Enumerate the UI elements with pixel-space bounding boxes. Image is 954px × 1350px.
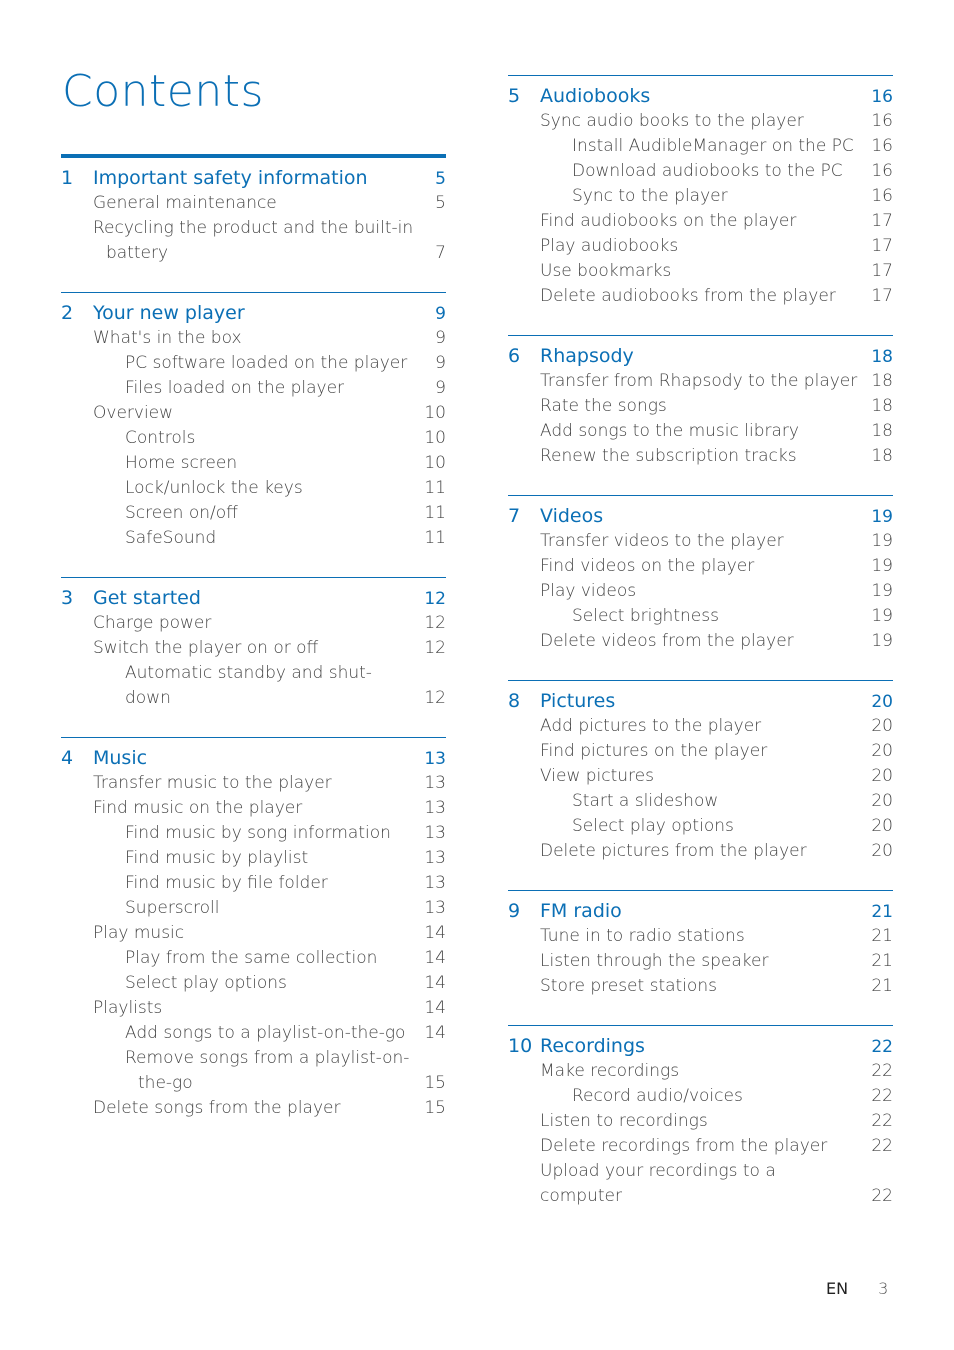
entry-page-number: 16 [871,136,893,156]
toc-entry[interactable] [508,1059,893,1084]
toc-entry[interactable] [61,501,446,526]
entry-page-number: 18 [871,421,893,441]
toc-entry[interactable] [508,134,893,159]
entry-page-number: 11 [424,528,446,548]
entry-page-number: 22 [871,1136,893,1156]
toc-entry[interactable] [61,326,446,351]
entry-label: Find audiobooks on the player [540,211,797,231]
toc-entry[interactable] [61,661,446,711]
toc-section [508,1025,893,1209]
toc-entry[interactable] [508,419,893,444]
page-footer [826,1279,888,1298]
entry-label: Play from the same collection [125,948,378,968]
toc-entry-continuation[interactable] [61,241,446,266]
entry-label: Listen to recordings [540,1111,708,1131]
section-page-number: 22 [871,1037,893,1057]
entry-label: Controls [125,428,196,448]
toc-entry[interactable] [508,284,893,309]
entry-page-number: 19 [871,606,893,626]
section-page-number: 20 [871,692,893,712]
toc-entry[interactable] [508,764,893,789]
toc-entry[interactable] [508,109,893,134]
toc-entry[interactable] [508,394,893,419]
section-title: Pictures [540,690,616,712]
entry-label: Delete recordings from the player [540,1136,828,1156]
entry-label: Find music by file folder [125,873,328,893]
entry-label: Delete songs from the player [93,1098,341,1118]
entry-label: Renew the subscription tracks [540,446,797,466]
toc-section [61,577,446,711]
section-title: FM radio [540,900,622,922]
entry-label: Switch the player on or off [93,638,319,658]
entry-page-number: 11 [424,503,446,523]
entry-label: Add songs to the music library [540,421,799,441]
entry-page-number: 11 [424,478,446,498]
toc-entry[interactable] [61,896,446,921]
toc-section [61,154,446,266]
toc-entry[interactable] [508,579,893,604]
entry-label: SafeSound [125,528,217,548]
toc-entry[interactable] [61,451,446,476]
entry-label: Transfer from Rhapsody to the player [540,371,858,391]
toc-section [508,335,893,469]
section-page-number: 16 [871,87,893,107]
toc-section [508,495,893,654]
entry-page-number: 7 [435,243,446,263]
toc-entry[interactable] [61,921,446,946]
toc-entry[interactable] [508,949,893,974]
entry-page-number: 9 [435,378,446,398]
entry-page-number: 13 [424,848,446,868]
entry-page-number: 16 [871,161,893,181]
entry-page-number: 20 [871,816,893,836]
toc-entry[interactable] [508,924,893,949]
entry-label: Start a slideshow [572,791,719,811]
section-title: Videos [540,505,604,527]
section-page-number: 9 [435,304,446,324]
entry-label: Sync to the player [572,186,728,206]
toc-entry[interactable] [61,946,446,971]
toc-entry[interactable] [508,789,893,814]
toc-entry[interactable] [61,426,446,451]
entry-label: Delete videos from the player [540,631,794,651]
toc-entry[interactable] [61,351,446,376]
entry-label: Find pictures on the player [540,741,768,761]
entry-label: Record audio/voices [572,1086,743,1106]
entry-page-number: 9 [435,328,446,348]
entry-label: Download audiobooks to the PC [572,161,843,181]
section-page-number: 13 [424,749,446,769]
entry-label: Find videos on the player [540,556,755,576]
entry-page-number: 17 [871,261,893,281]
section-title: Important safety information [93,167,368,189]
toc-section [61,292,446,551]
entry-page-number: 22 [871,1086,893,1106]
toc-entry[interactable] [61,971,446,996]
entry-label: Add songs to a playlist-on-the-go [125,1023,406,1043]
toc-entry[interactable] [61,1096,446,1121]
entry-page-number: 13 [424,773,446,793]
entry-label: Use bookmarks [540,261,672,281]
entry-page-number: 12 [424,613,446,633]
toc-entry[interactable] [508,1134,893,1159]
entry-label: Files loaded on the player [125,378,345,398]
toc-entry[interactable] [508,209,893,234]
entry-page-number: 10 [424,453,446,473]
toc-entry[interactable] [508,234,893,259]
section-heading[interactable] [508,1034,893,1059]
entry-label-continued: the-go [138,1073,193,1093]
toc-entry[interactable] [508,739,893,764]
toc-entry[interactable] [61,401,446,426]
section-number: 5 [508,85,521,107]
toc-entry[interactable] [61,846,446,871]
entry-label: Play videos [540,581,637,601]
toc-entry[interactable] [508,444,893,469]
entry-label: Overview [93,403,174,423]
entry-page-number: 20 [871,791,893,811]
toc-entry[interactable] [61,1046,446,1071]
entry-label: Automatic standby and shut-down [125,663,372,708]
entry-page-number: 20 [871,716,893,736]
entry-label: Superscroll [125,898,220,918]
entry-label: Tune in to radio stations [540,926,745,946]
entry-page-number: 15 [424,1073,446,1093]
entry-label: Install AudibleManager on the PC [572,136,854,156]
section-heading[interactable] [508,504,893,529]
section-number: 3 [61,587,74,609]
section-page-number: 12 [424,589,446,609]
entry-page-number: 21 [871,926,893,946]
entry-label: Select play options [572,816,734,836]
entry-page-number: 13 [424,873,446,893]
section-number: 9 [508,900,521,922]
section-number: 10 [508,1035,533,1057]
entry-label: Screen on/off [125,503,238,523]
toc-entry[interactable] [508,839,893,864]
entry-page-number: 20 [871,841,893,861]
entry-page-number: 20 [871,741,893,761]
section-page-number: 21 [871,902,893,922]
toc-entry[interactable] [508,369,893,394]
toc-entry[interactable] [61,476,446,501]
toc-entry[interactable] [61,376,446,401]
toc-entry[interactable] [508,159,893,184]
section-title: Recordings [540,1035,645,1057]
entry-page-number: 13 [424,898,446,918]
toc-entry[interactable] [508,1159,893,1209]
entry-label: Lock/unlock the keys [125,478,303,498]
toc-entry[interactable] [508,714,893,739]
entry-page-number: 5 [435,193,446,213]
entry-label: Charge power [93,613,212,633]
section-page-number: 19 [871,507,893,527]
entry-page-number: 21 [871,976,893,996]
toc-entry[interactable] [508,629,893,654]
entry-label: Store preset stations [540,976,717,996]
section-page-number: 18 [871,347,893,367]
toc-right-column [508,75,893,1235]
section-number: 8 [508,690,521,712]
entry-label: Listen through the speaker [540,951,769,971]
toc-entry[interactable] [61,636,446,661]
toc-section [61,737,446,1121]
entry-page-number: 16 [871,111,893,131]
entry-page-number: 14 [424,973,446,993]
entry-label: Transfer videos to the player [540,531,784,551]
section-heading[interactable] [508,689,893,714]
section-heading[interactable] [61,746,446,771]
footer-page-number: 3 [878,1279,889,1298]
section-heading[interactable] [61,301,446,326]
entry-label: Play audiobooks [540,236,679,256]
footer-language: EN [826,1279,849,1298]
entry-page-number: 14 [424,923,446,943]
toc-entry[interactable] [508,604,893,629]
toc-entry[interactable] [508,1109,893,1134]
toc-entry[interactable] [61,771,446,796]
entry-page-number: 19 [871,631,893,651]
section-title: Get started [93,587,201,609]
entry-label: Upload your recordings to a computer [540,1161,776,1206]
section-number: 6 [508,345,521,367]
entry-page-number: 17 [871,211,893,231]
entry-label: Play music [93,923,185,943]
entry-label: Sync audio books to the player [540,111,804,131]
entry-page-number: 17 [871,286,893,306]
entry-page-number: 12 [424,688,446,708]
entry-page-number: 18 [871,371,893,391]
toc-entry[interactable] [508,259,893,284]
entry-label: Find music on the player [93,798,303,818]
entry-label: PC software loaded on the player [125,353,408,373]
entry-page-number: 21 [871,951,893,971]
entry-label: Select play options [125,973,287,993]
entry-label: Find music by song information [125,823,391,843]
entry-label: Remove songs from a playlist-on- [125,1048,410,1068]
entry-page-number: 19 [871,556,893,576]
entry-label: What's in the box [93,328,242,348]
entry-label: Delete audiobooks from the player [540,286,836,306]
page-title: Contents [62,66,264,117]
toc-entry[interactable] [508,1084,893,1109]
entry-page-number: 13 [424,823,446,843]
entry-page-number: 19 [871,581,893,601]
section-number: 4 [61,747,74,769]
entry-label: General maintenance [93,193,277,213]
toc-section [508,75,893,309]
entry-page-number: 14 [424,1023,446,1043]
entry-label: View pictures [540,766,654,786]
entry-page-number: 10 [424,403,446,423]
section-title: Music [93,747,148,769]
entry-label: Rate the songs [540,396,667,416]
entry-label-continued: battery [106,243,169,263]
entry-label: Playlists [93,998,163,1018]
entry-page-number: 9 [435,353,446,373]
entry-label: Make recordings [540,1061,680,1081]
toc-section [508,890,893,999]
entry-label: Recycling the product and the built-in [93,218,414,238]
entry-label: Home screen [125,453,238,473]
toc-entry[interactable] [508,974,893,999]
section-number: 1 [61,167,74,189]
entry-label: Select brightness [572,606,719,626]
entry-page-number: 22 [871,1186,893,1206]
section-page-number: 5 [435,169,446,189]
toc-entry[interactable] [61,611,446,636]
entry-page-number: 15 [424,1098,446,1118]
toc-entry[interactable] [61,191,446,216]
entry-label: Delete pictures from the player [540,841,807,861]
section-number: 2 [61,302,74,324]
entry-page-number: 12 [424,638,446,658]
entry-page-number: 16 [871,186,893,206]
entry-page-number: 22 [871,1111,893,1131]
section-heading[interactable] [61,166,446,191]
entry-label: Transfer music to the player [93,773,332,793]
entry-page-number: 10 [424,428,446,448]
entry-label: Add pictures to the player [540,716,762,736]
toc-entry[interactable] [61,216,446,241]
toc-section [508,680,893,864]
entry-page-number: 20 [871,766,893,786]
toc-entry[interactable] [61,821,446,846]
toc-entry[interactable] [508,814,893,839]
section-number: 7 [508,505,521,527]
section-title: Your new player [93,302,245,324]
entry-label: Find music by playlist [125,848,309,868]
entry-page-number: 13 [424,798,446,818]
toc-left-column [61,154,446,1147]
section-title: Audiobooks [540,85,651,107]
toc-entry[interactable] [61,871,446,896]
toc-entry[interactable] [61,796,446,821]
section-heading[interactable] [61,586,446,611]
section-heading[interactable] [508,84,893,109]
section-title: Rhapsody [540,345,634,367]
entry-page-number: 14 [424,948,446,968]
toc-entry-continuation[interactable] [61,1071,446,1096]
section-heading[interactable] [508,899,893,924]
toc-entry[interactable] [61,996,446,1021]
entry-page-number: 18 [871,396,893,416]
entry-page-number: 22 [871,1061,893,1081]
entry-page-number: 18 [871,446,893,466]
toc-entry[interactable] [508,529,893,554]
toc-entry[interactable] [61,526,446,551]
toc-entry[interactable] [61,1021,446,1046]
toc-entry[interactable] [508,554,893,579]
entry-page-number: 19 [871,531,893,551]
section-heading[interactable] [508,344,893,369]
entry-page-number: 14 [424,998,446,1018]
entry-page-number: 17 [871,236,893,256]
toc-entry[interactable] [508,184,893,209]
